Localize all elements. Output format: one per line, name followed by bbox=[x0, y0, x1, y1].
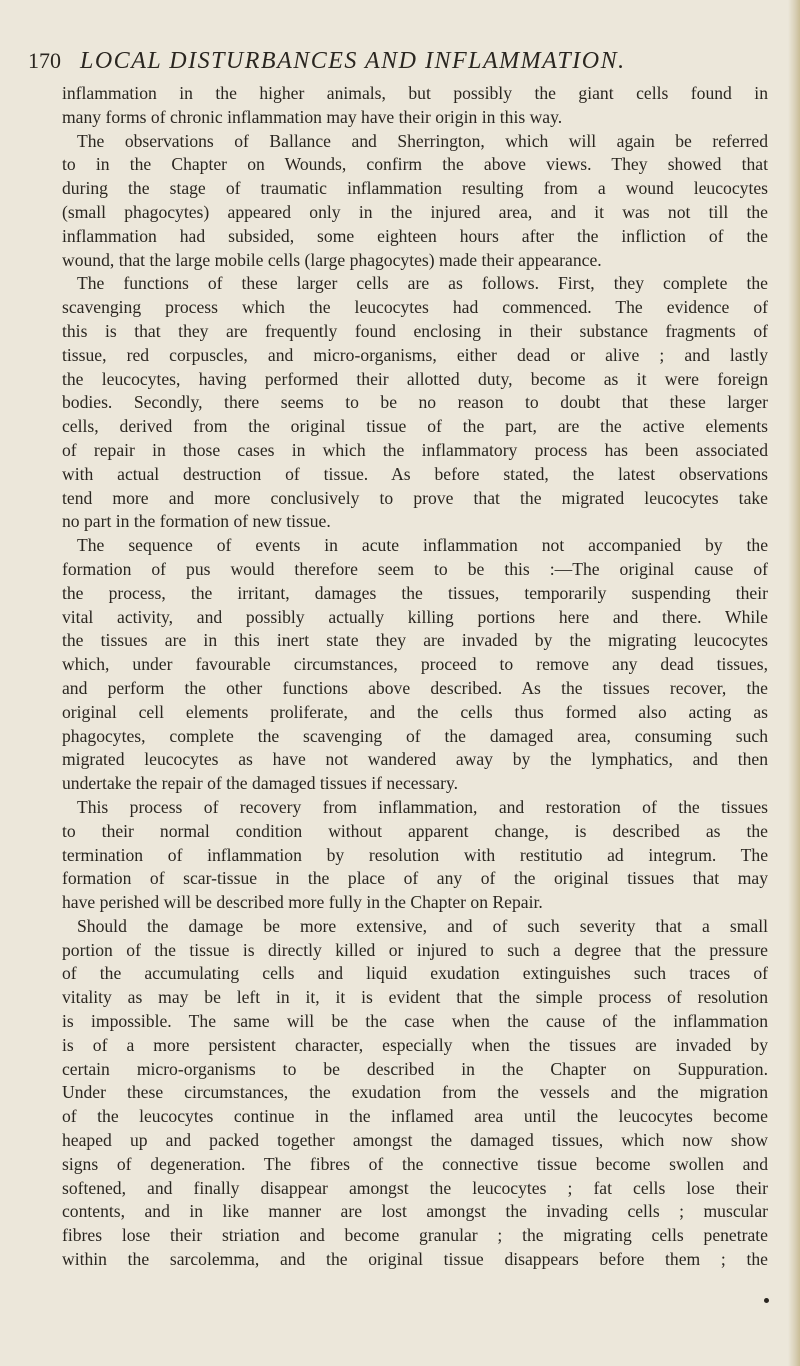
text-line: The observations of Ballance and Sherrington, which will again be referred bbox=[77, 130, 768, 151]
text-line: The sequence of events in acute inflammation not accompanied by the bbox=[77, 535, 768, 556]
text-line: which, under favourable circumstances, proceed to remove any dead tissues, bbox=[62, 654, 768, 675]
text-line: no part in the formation of new tissue. bbox=[62, 511, 331, 532]
text-line: during the stage of traumatic inflammation resulting from a wound leucocytes bbox=[62, 178, 768, 199]
text-line: phagocytes, complete the scavenging of the damaged area, consuming such bbox=[62, 725, 768, 746]
text-line: within the sarcolemma, and the original tissue disappears before them ; the bbox=[62, 1249, 768, 1270]
text-line: certain micro-organisms to be described in the Chapter on Suppuration. bbox=[62, 1058, 768, 1079]
text-line: of the leucocytes continue in the inflamed area until the leucocytes become bbox=[62, 1106, 768, 1127]
text-line: signs of degeneration. The fibres of the connective tissue become swollen and bbox=[62, 1153, 768, 1174]
text-line: vital activity, and possibly actually killing portions here and there. While bbox=[62, 606, 768, 627]
text-line: inflammation in the higher animals, but possibly the giant cells found in bbox=[62, 83, 768, 103]
page-edge bbox=[788, 0, 800, 1366]
text-line: scavenging process which the leucocytes had commenced. The evidence of bbox=[62, 297, 768, 318]
text-line: vitality as may be left in it, it is evident that the simple process of resolution bbox=[62, 987, 768, 1008]
text-line: formation of scar-tissue in the place of any of the original tissues that may bbox=[62, 868, 768, 889]
text-line: many forms of chronic inflammation may have their origin in this way. bbox=[62, 106, 563, 127]
text-line: is of a more persistent character, especially when the tissues are invaded by bbox=[62, 1034, 768, 1055]
text-line: formation of pus would therefore seem to be this :—The original cause of bbox=[62, 558, 768, 579]
page-number: 170 bbox=[28, 48, 61, 73]
text-line: portion of the tissue is directly killed or injured to such a degree that the pressure bbox=[62, 939, 768, 960]
text-line: heaped up and packed together amongst the damaged tissues, which now show bbox=[62, 1130, 768, 1151]
text-line: to in the Chapter on Wounds, confirm the above views. They showed that bbox=[62, 154, 768, 175]
text-line: to their normal condition without apparent change, is described as the bbox=[62, 820, 768, 841]
text-line: and perform the other functions above described. As the tissues recover, the bbox=[62, 677, 768, 698]
text-line: Should the damage be more extensive, and of such severity that a small bbox=[77, 915, 768, 936]
text-line: have perished will be described more fully in the Chapter on Repair. bbox=[62, 892, 543, 913]
text-line: fibres lose their striation and become granular ; the migrating cells penetrate bbox=[62, 1225, 768, 1246]
page-mark bbox=[764, 1298, 769, 1303]
text-line: This process of recovery from inflammation, and restoration of the tissues bbox=[77, 796, 768, 817]
page-header bbox=[28, 46, 728, 76]
text-line: contents, and in like manner are lost amongst the invading cells ; muscular bbox=[62, 1201, 768, 1222]
text-line: Under these circumstances, the exudation from the vessels and the migration bbox=[62, 1082, 768, 1103]
text-line: with actual destruction of tissue. As before stated, the latest observations bbox=[62, 463, 768, 484]
text-line: migrated leucocytes as have not wandered away by the lymphatics, and then bbox=[62, 749, 768, 770]
text-line: inflammation had subsided, some eighteen hours after the infliction of the bbox=[62, 225, 768, 246]
text-line: the leucocytes, having performed their allotted duty, become as it were foreign bbox=[62, 368, 768, 389]
text-line: of repair in those cases in which the inflammatory process has been associated bbox=[62, 439, 768, 460]
running-head: LOCAL DISTURBANCES AND INFLAMMATION. bbox=[80, 48, 626, 74]
text-line: original cell elements proliferate, and the cells thus formed also acting as bbox=[62, 701, 768, 722]
text-line: of the accumulating cells and liquid exudation extinguishes such traces of bbox=[62, 963, 768, 984]
text-line: (small phagocytes) appeared only in the injured area, and it was not till the bbox=[62, 201, 768, 222]
text-line: tend more and more conclusively to prove that the migrated leucocytes take bbox=[62, 487, 768, 508]
text-line: The functions of these larger cells are as follows. First, they complete the bbox=[77, 273, 768, 294]
text-line: wound, that the large mobile cells (large phagocytes) made their appearance. bbox=[62, 249, 602, 270]
text-line: the tissues are in this inert state they are invaded by the migrating leucocytes bbox=[62, 630, 768, 651]
text-line: softened, and finally disappear amongst the leucocytes ; fat cells lose their bbox=[62, 1177, 768, 1198]
text-line: cells, derived from the original tissue of the part, are the active elements bbox=[62, 416, 768, 437]
text-line: undertake the repair of the damaged tissues if necessary. bbox=[62, 773, 459, 794]
text-line: tissue, red corpuscles, and micro-organisms, either dead or alive ; and lastly bbox=[62, 344, 768, 365]
text-line: this is that they are frequently found enclosing in their substance fragments of bbox=[62, 320, 768, 341]
body-text bbox=[62, 82, 768, 1272]
text-line: termination of inflammation by resolution with restitutio ad integrum. The bbox=[62, 844, 768, 865]
text-line: bodies. Secondly, there seems to be no reason to doubt that these larger bbox=[62, 392, 768, 413]
text-line: the process, the irritant, damages the tissues, temporarily suspending their bbox=[62, 582, 768, 603]
text-line: is impossible. The same will be the case when the cause of the inflammation bbox=[62, 1011, 768, 1032]
